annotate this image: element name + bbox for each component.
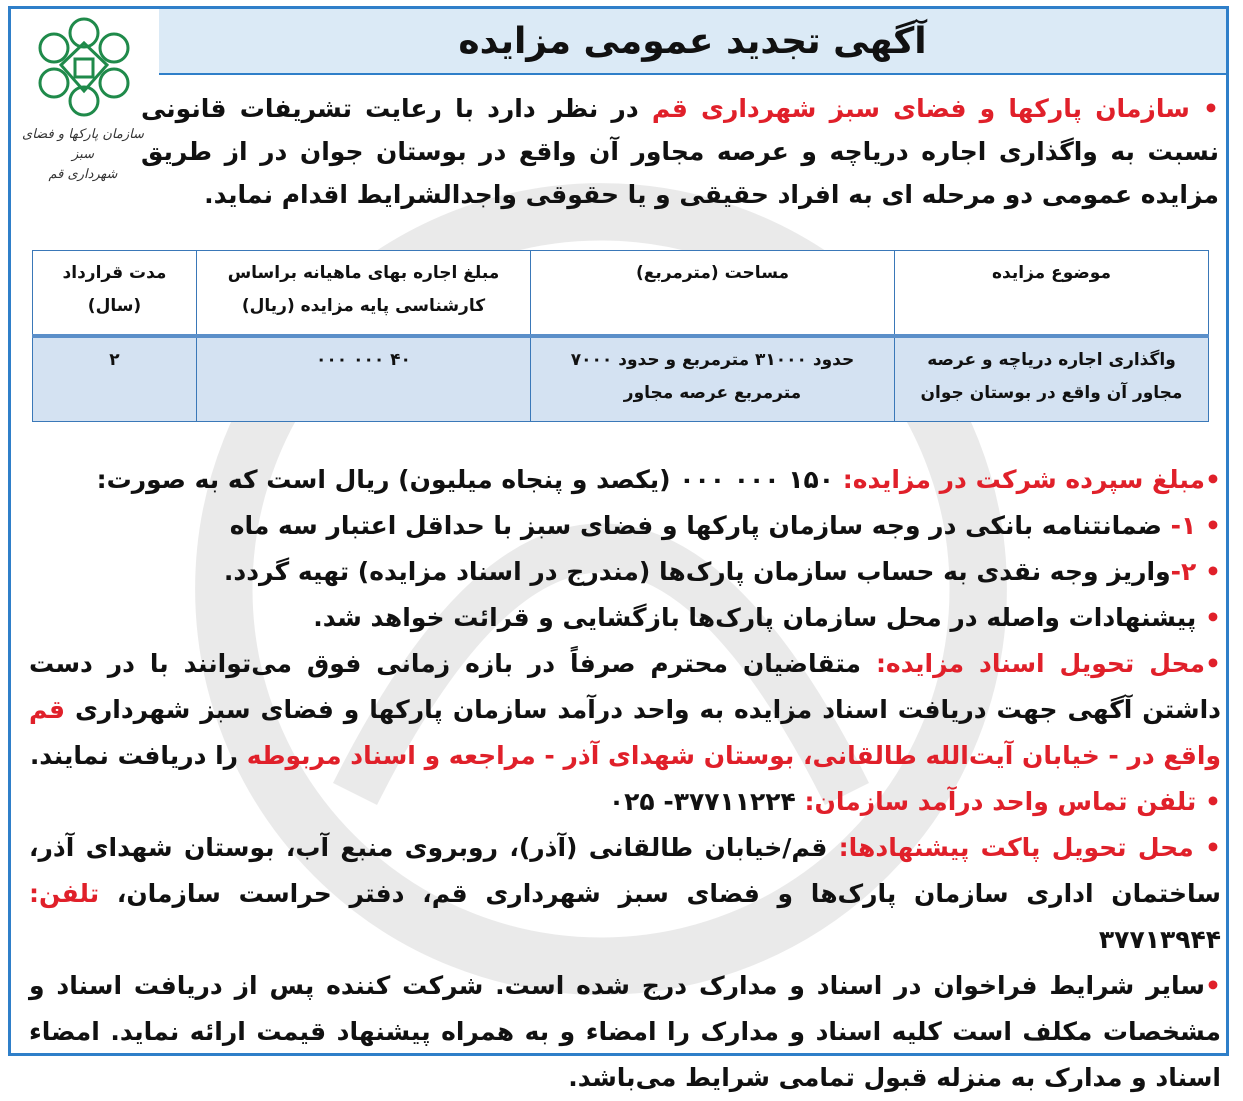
header-area: مساحت (مترمربع) bbox=[531, 251, 895, 337]
item1-label: ۱- bbox=[1170, 511, 1197, 540]
proposal-phone-label: تلفن: bbox=[29, 879, 100, 908]
page-title: آگهی تجدید عمومی مزایده bbox=[458, 20, 927, 62]
proposal-delivery-paragraph: • محل تحویل پاکت پیشنهادها: قم/خیابان طالقانی (آذر)، روبروی منبع آب، بوستان شهدای آذر، ساختمان اداری سازمان پارک‌ها و فضای سبز شهرداری قم، دفتر حراست سازمان، تلفن: ۳۷۷۱۳۹۴۴ bbox=[29, 833, 1221, 954]
phone-paragraph: • تلفن تماس واحد درآمد سازمان: ۳۷۷۱۱۲۲۴- ۰۲۵ bbox=[608, 787, 1221, 816]
header-subject: موضوع مزایده bbox=[895, 251, 1209, 337]
docs-delivery-text2: را دریافت نمایند. bbox=[29, 741, 247, 770]
other-terms-text: سایر شرایط فراخوان در اسناد و مدارک درج شده است. شرکت کننده پس از دریافت اسناد و مشخصات مکلف است کلیه اسناد و مدارک را امضاء و به همراه پیشنهاد قیمت ارائه نماید. امضاء اسناد و مدارک به منزله قبول تمامی شرایط می‌باشد. bbox=[29, 971, 1221, 1092]
deposit-paragraph: •مبلغ سپرده شرکت در مزایده: ۱۵۰ ۰۰۰ ۰۰۰ (یکصد و پنجاه میلیون) ریال است که به صورت: bbox=[96, 465, 1221, 494]
docs-delivery-label: محل تحویل اسناد مزایده: bbox=[875, 649, 1206, 678]
header-duration: مدت قرارداد (سال) bbox=[33, 251, 197, 337]
item2-label: ۲- bbox=[1170, 557, 1197, 586]
auction-table bbox=[32, 250, 1209, 422]
deposit-item-1: • ۱- ضمانتنامه بانکی در وجه سازمان پارکها و فضای سبز با حداقل اعتبار سه ماه bbox=[229, 511, 1221, 540]
organization-logo bbox=[19, 13, 147, 193]
deposit-item-2: • ۲-واریز وجه نقدی به حساب سازمان پارک‌ها (مندرج در اسناد مزایده) تهیه گردد. bbox=[223, 557, 1221, 586]
opening-text: پیشنهادات واصله در محل سازمان پارک‌ها بازگشایی و قرائت خواهد شد. bbox=[313, 603, 1197, 632]
docs-delivery-paragraph: •محل تحویل اسناد مزایده: متقاضیان محترم صرفاً در بازه زمانی فوق می‌توانند با در دست داشتن آگهی جهت دریافت اسناد مزایده به واحد درآمد سازمان پارکها و فضای سبز شهرداری قم واقع در - خیابان آیت‌الله طالقانی، بوستان شهدای آذر - مراجعه و اسناد مربوطه را دریافت نمایند. bbox=[29, 649, 1221, 770]
table-row bbox=[33, 336, 1209, 422]
item1-text: ضمانتنامه بانکی در وجه سازمان پارکها و فضای سبز با حداقل اعتبار سه ماه bbox=[229, 511, 1171, 540]
intro-paragraph bbox=[141, 87, 1219, 216]
table-header-row bbox=[33, 251, 1209, 337]
phone-label: تلفن تماس واحد درآمد سازمان: bbox=[804, 787, 1197, 816]
intro-text: در نظر دارد با رعایت تشریفات قانونی نسبت به واگذاری اجاره دریاچه و عرصه مجاور آن واقع در بوستان جوان در از طریق مزایده عمومی دو مرحله ای به افراد حقیقی و یا حقوقی واجدالشرایط اقدام نماید. bbox=[141, 94, 1219, 209]
advertisement-frame bbox=[8, 6, 1229, 1092]
proposal-delivery-text: قم/خیابان طالقانی (آذر)، روبروی منبع آب، بوستان شهدای آذر، ساختمان اداری سازمان پارک‌ها و فضای سبز شهرداری قم، دفتر حراست سازمان، bbox=[29, 833, 1221, 908]
title-bar bbox=[159, 9, 1226, 75]
leaf-emblem-icon bbox=[29, 13, 139, 123]
proposal-delivery-label: محل تحویل پاکت پیشنهادها: bbox=[838, 833, 1194, 862]
logo-caption-line1: سازمان پارکها و فضای سبز bbox=[22, 127, 144, 162]
cell-area: حدود ۳۱۰۰۰ مترمربع و حدود ۷۰۰۰ مترمربع عرصه مجاور bbox=[531, 336, 895, 422]
other-terms-paragraph: •سایر شرایط فراخوان در اسناد و مدارک درج شده است. شرکت کننده پس از دریافت اسناد و مشخصات مکلف است کلیه اسناد و مدارک را امضاء و به همراه پیشنهاد قیمت ارائه نماید. امضاء اسناد و مدارک به منزله قبول تمامی شرایط می‌باشد. bbox=[29, 971, 1221, 1092]
cell-subject: واگذاری اجاره دریاچه و عرصه مجاور آن واقع در بوستان جوان bbox=[895, 336, 1209, 422]
logo-caption bbox=[19, 125, 147, 185]
proposal-phone-number: ۳۷۷۱۳۹۴۴ bbox=[1098, 925, 1221, 954]
cell-duration: ۲ bbox=[33, 336, 197, 422]
phone-number: ۳۷۷۱۱۲۲۴- ۰۲۵ bbox=[608, 787, 805, 816]
cell-price: ۴۰ ۰۰۰ ۰۰۰ bbox=[197, 336, 531, 422]
item2-text: واریز وجه نقدی به حساب سازمان پارک‌ها (مندرج در اسناد مزایده) تهیه گردد. bbox=[223, 557, 1171, 586]
docs-delivery-highlight: قم واقع در - خیابان آیت‌الله طالقانی، بوستان شهدای آذر - مراجعه و اسناد مربوطه bbox=[29, 695, 1221, 770]
logo-caption-line2: شهرداری قم bbox=[48, 167, 118, 182]
header-price: مبلغ اجاره بهای ماهیانه براساس کارشناسی پایه مزایده (ریال) bbox=[197, 251, 531, 337]
deposit-label: مبلغ سپرده شرکت در مزایده: bbox=[842, 465, 1206, 494]
deposit-text: ۱۵۰ ۰۰۰ ۰۰۰ (یکصد و پنجاه میلیون) ریال است که به صورت: bbox=[96, 465, 843, 494]
bullet: • bbox=[1203, 94, 1219, 123]
opening-paragraph: • پیشنهادات واصله در محل سازمان پارک‌ها بازگشایی و قرائت خواهد شد. bbox=[313, 603, 1221, 632]
organization-name: سازمان پارکها و فضای سبز شهرداری قم bbox=[651, 94, 1190, 123]
docs-delivery-text1: متقاضیان محترم صرفاً در بازه زمانی فوق می‌توانند با در دست داشتن آگهی جهت دریافت اسناد مزایده به واحد درآمد سازمان پارکها و فضای سبز شهرداری bbox=[29, 649, 1221, 724]
terms-section bbox=[29, 457, 1221, 1101]
